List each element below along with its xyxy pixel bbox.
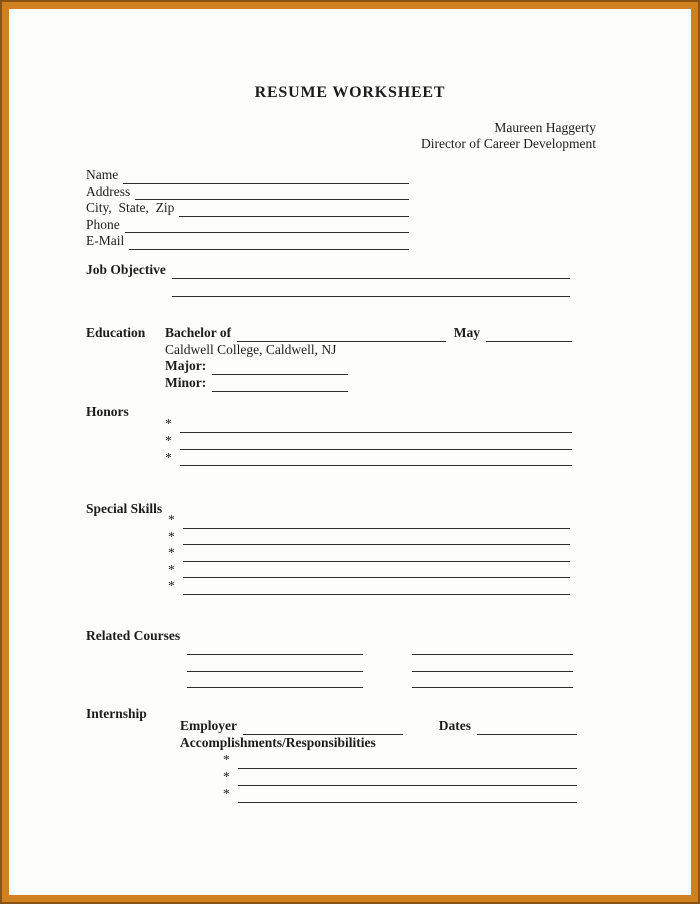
bullet-asterisk: *	[223, 752, 230, 767]
minor-blank-line	[212, 375, 348, 392]
job-objective-blank-line-1	[172, 261, 570, 279]
contact-block	[86, 167, 409, 250]
related-courses-grid	[187, 638, 573, 688]
address-label: Address	[86, 183, 131, 199]
accomplishments-item	[223, 752, 577, 769]
contact-row-email	[86, 233, 409, 250]
employer-blank-line	[243, 718, 403, 735]
accomplishments-item	[223, 786, 577, 803]
internship-label: Internship	[86, 706, 147, 721]
honors-label: Honors	[86, 404, 129, 419]
minor-row	[165, 375, 572, 392]
honors-list	[165, 416, 572, 466]
honors-item	[165, 433, 572, 450]
education-content	[165, 325, 572, 392]
course-blank-line	[187, 655, 363, 672]
document-frame	[2, 2, 698, 902]
major-blank-line	[212, 358, 348, 375]
city-state-zip-blank-line	[179, 200, 409, 217]
email-blank-line	[129, 233, 409, 250]
name-label: Name	[86, 167, 119, 182]
internship-content	[180, 718, 577, 803]
school-name: Caldwell College, Caldwell, NJ	[165, 342, 337, 357]
minor-label: Minor:	[165, 375, 207, 390]
honors-item	[165, 416, 572, 433]
course-blank-line	[412, 672, 573, 689]
dates-label: Dates	[438, 718, 471, 733]
job-objective-row-2	[172, 279, 570, 297]
accomplishments-item	[223, 769, 577, 786]
employer-label: Employer	[180, 718, 237, 733]
course-blank-line	[412, 638, 573, 655]
related-courses-row	[187, 672, 573, 689]
city-state-zip-label: City, State, Zip	[86, 200, 175, 216]
honors-blank-line	[180, 450, 572, 467]
job-objective-section	[86, 261, 570, 297]
special-skills-blank-line	[183, 545, 570, 562]
bullet-asterisk: *	[168, 578, 175, 593]
email-label: E-Mail	[86, 233, 125, 249]
bullet-asterisk: *	[165, 449, 172, 465]
employer-row	[180, 718, 577, 735]
grad-month-label: May	[453, 325, 480, 340]
special-skills-item	[168, 545, 570, 562]
job-objective-row	[86, 261, 570, 279]
accomplishment-blank-line	[238, 786, 577, 803]
bullet-asterisk: *	[165, 432, 172, 448]
contact-row-city-state-zip	[86, 200, 409, 217]
byline	[421, 120, 596, 152]
job-objective-label: Job Objective	[86, 262, 166, 277]
phone-label: Phone	[86, 216, 120, 232]
bullet-asterisk: *	[168, 545, 175, 560]
bullet-asterisk: *	[223, 786, 230, 801]
related-courses-row	[187, 655, 573, 672]
special-skills-blank-line	[183, 578, 570, 595]
education-degree-row	[165, 325, 572, 342]
major-label: Major:	[165, 358, 207, 373]
education-label: Education	[86, 325, 146, 340]
related-courses-label: Related Courses	[86, 628, 181, 643]
special-skills-list	[168, 512, 570, 595]
course-blank-line	[187, 672, 363, 689]
contact-row-phone	[86, 217, 409, 234]
special-skills-item	[168, 562, 570, 579]
bullet-asterisk: *	[165, 416, 172, 431]
honors-item	[165, 450, 572, 467]
phone-blank-line	[125, 217, 409, 234]
special-skills-item	[168, 512, 570, 529]
worksheet-page	[9, 9, 691, 895]
accomplishment-blank-line	[238, 769, 577, 786]
job-objective-blank-line-2	[172, 279, 570, 297]
honors-blank-line	[180, 433, 572, 450]
byline-name: Maureen Haggerty	[494, 120, 596, 135]
byline-role: Director of Career Development	[420, 136, 596, 151]
accomplishments-list	[223, 752, 577, 803]
education-section	[86, 325, 572, 392]
special-skills-item	[168, 529, 570, 546]
special-skills-item	[168, 578, 570, 595]
course-blank-line	[412, 655, 573, 672]
contact-row-name	[86, 167, 409, 184]
honors-blank-line	[180, 416, 572, 433]
degree-prefix-label: Bachelor of	[165, 325, 232, 340]
special-skills-label: Special Skills	[86, 501, 163, 516]
degree-blank-line	[237, 325, 446, 342]
page-title: RESUME WORKSHEET	[254, 84, 446, 101]
special-skills-blank-line	[183, 512, 570, 529]
major-row	[165, 358, 572, 375]
grad-year-blank-line	[486, 325, 572, 342]
address-blank-line	[135, 184, 409, 201]
bullet-asterisk: *	[223, 769, 230, 784]
dates-blank-line	[477, 718, 577, 735]
contact-row-address	[86, 184, 409, 201]
related-courses-row	[187, 638, 573, 655]
accomplishment-blank-line	[238, 752, 577, 769]
special-skills-blank-line	[183, 529, 570, 546]
bullet-asterisk: *	[168, 512, 175, 527]
bullet-asterisk: *	[168, 528, 175, 544]
special-skills-blank-line	[183, 562, 570, 579]
course-blank-line	[187, 638, 363, 655]
name-blank-line	[123, 167, 409, 184]
accomplishments-label: Accomplishments/Responsibilities	[180, 735, 376, 750]
bullet-asterisk: *	[168, 561, 175, 577]
